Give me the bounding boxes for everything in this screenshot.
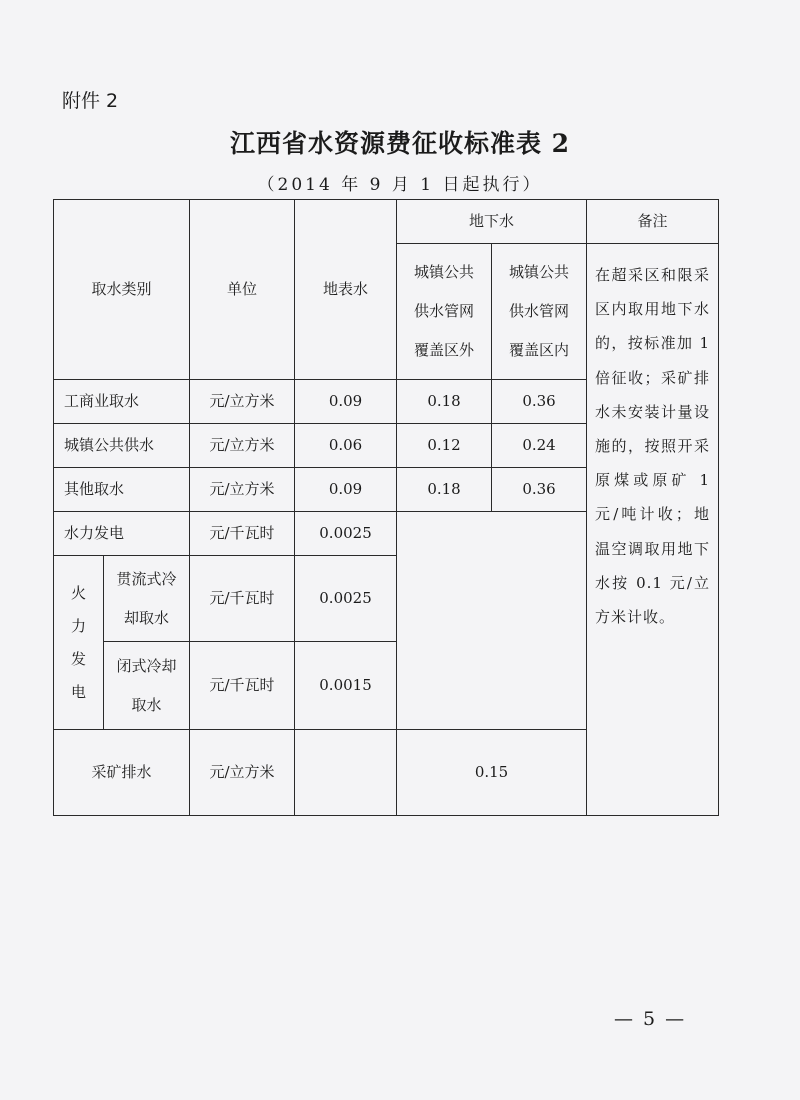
header-surface-water: 地表水 bbox=[295, 200, 397, 380]
row-category: 工商业取水 bbox=[54, 380, 190, 424]
row-category: 城镇公共供水 bbox=[54, 424, 190, 468]
row-surface-fee: 0.09 bbox=[295, 468, 397, 512]
header-row bbox=[54, 200, 719, 244]
row-groundwater-fee: 0.15 bbox=[397, 730, 587, 816]
row-ground-out-fee: 0.12 bbox=[397, 424, 492, 468]
row-ground-in-fee: 0.36 bbox=[492, 380, 587, 424]
attachment-label: 附件 2 bbox=[62, 90, 119, 112]
row-ground-in-fee: 0.24 bbox=[492, 424, 587, 468]
thermal-power-label: 火 力 发 电 bbox=[54, 556, 104, 730]
effective-date: （2014 年 9 月 1 日起执行） bbox=[257, 175, 543, 195]
header-unit: 单位 bbox=[190, 200, 295, 380]
row-unit: 元/立方米 bbox=[190, 730, 295, 816]
row-unit: 元/立方米 bbox=[190, 424, 295, 468]
header-groundwater-inside: 城镇公共 供水管网 覆盖区内 bbox=[492, 244, 587, 380]
page-number: — 5 — bbox=[614, 1008, 687, 1030]
note-cell: 在超采区和限采区内取用地下水的，按标准加 1 倍征收；采矿排水未安装计量设施的，按照开采原煤或原矿 1 元/吨计收；地温空调取用地下水按 0.1 元/立方米计收。 bbox=[587, 244, 719, 816]
thermal-subcategory: 闭式冷却 取水 bbox=[104, 642, 190, 730]
fee-standard-table bbox=[53, 199, 719, 816]
row-ground-in-fee: 0.36 bbox=[492, 468, 587, 512]
header-groundwater: 地下水 bbox=[397, 200, 587, 244]
row-unit: 元/立方米 bbox=[190, 468, 295, 512]
row-surface-fee: 0.06 bbox=[295, 424, 397, 468]
row-surface-fee: 0.0015 bbox=[295, 642, 397, 730]
row-ground-out-fee: 0.18 bbox=[397, 380, 492, 424]
document-title: 江西省水资源费征收标准表 2 bbox=[229, 129, 571, 158]
row-surface-fee: 0.09 bbox=[295, 380, 397, 424]
row-ground-out-fee: 0.18 bbox=[397, 468, 492, 512]
row-unit: 元/千瓦时 bbox=[190, 556, 295, 642]
thermal-subcategory: 贯流式冷 却取水 bbox=[104, 556, 190, 642]
row-surface-fee: 0.0025 bbox=[295, 556, 397, 642]
row-unit: 元/千瓦时 bbox=[190, 512, 295, 556]
row-surface-fee-empty bbox=[295, 730, 397, 816]
row-category: 水力发电 bbox=[54, 512, 190, 556]
header-note: 备注 bbox=[587, 200, 719, 244]
empty-groundwater-cell bbox=[397, 512, 587, 730]
header-groundwater-outside: 城镇公共 供水管网 覆盖区外 bbox=[397, 244, 492, 380]
header-category: 取水类别 bbox=[54, 200, 190, 380]
row-unit: 元/立方米 bbox=[190, 380, 295, 424]
row-surface-fee: 0.0025 bbox=[295, 512, 397, 556]
row-unit: 元/千瓦时 bbox=[190, 642, 295, 730]
row-category: 采矿排水 bbox=[54, 730, 190, 816]
row-category: 其他取水 bbox=[54, 468, 190, 512]
